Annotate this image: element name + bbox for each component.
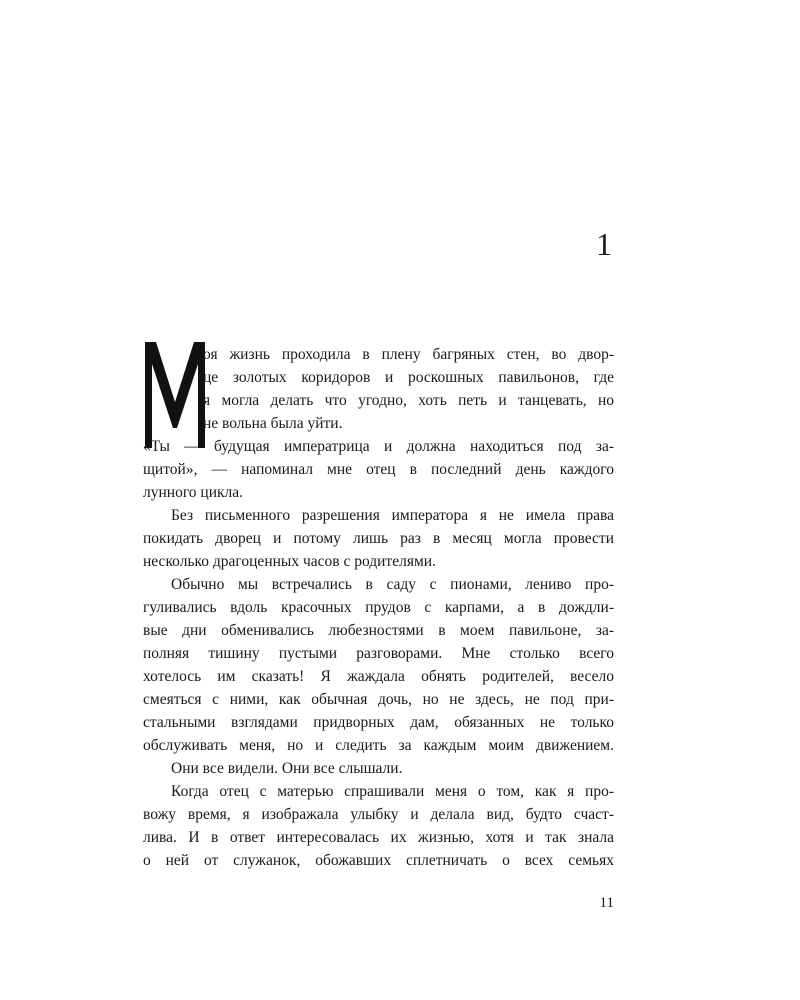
text-line: я могла делать что угодно, хоть петь и танцевать, но (203, 392, 614, 409)
text-line: о ней от служанок, обожавших сплетничать о всех семьях (143, 852, 614, 869)
text-line: Обычно мы встречались в саду с пионами, лениво про- (171, 576, 614, 593)
text-line: стальными взглядами придворных дам, обязанных не только (143, 714, 614, 731)
text-line: покидать дворец и потому лишь раз в месяц могла провести (143, 530, 614, 547)
page-number: 11 (599, 895, 614, 911)
text-line: лунного цикла. (143, 484, 244, 501)
chapter-number: 1 (596, 226, 612, 262)
text-line: обслуживать меня, но и следить за каждым моим движением. (143, 737, 614, 754)
text-line: гуливались вдоль красочных прудов с карпами, а в дождли- (143, 599, 614, 616)
text-line: «Ты — будущая императрица и должна находиться под за- (143, 438, 614, 455)
text-line: лива. И в ответ интересовалась их жизнью, хотя и так знала (143, 829, 614, 846)
text-line: хотелось им сказать! Я жаждала обнять родителей, весело (143, 668, 614, 685)
text-line: полняя тишину пустыми разговорами. Мне столько всего (143, 645, 614, 662)
text-line: оя жизнь проходила в плену багряных стен, во двор- (203, 346, 614, 363)
text-line: Когда отец с матерью спрашивали меня о том, как я про- (171, 783, 614, 800)
text-line: це золотых коридоров и роскошных павильонов, где (203, 369, 614, 386)
text-line: Они все видели. Они все слышали. (171, 760, 403, 777)
text-line: несколько драгоценных часов с родителями. (143, 553, 436, 570)
text-line: вожу время, я изображала улыбку и делала вид, будто счаст- (143, 806, 614, 823)
text-line: Без письменного разрешения императора я не имела права (171, 507, 614, 524)
text-line: не вольна была уйти. (203, 415, 343, 432)
text-line: щитой», — напоминал мне отец в последний день каждого (143, 461, 614, 478)
text-line: смеяться с ними, как обычная дочь, но не здесь, не под при- (143, 691, 614, 708)
chapter-text (143, 343, 614, 872)
text-line: вые дни обменивались любезностями в моем павильоне, за- (143, 622, 614, 639)
